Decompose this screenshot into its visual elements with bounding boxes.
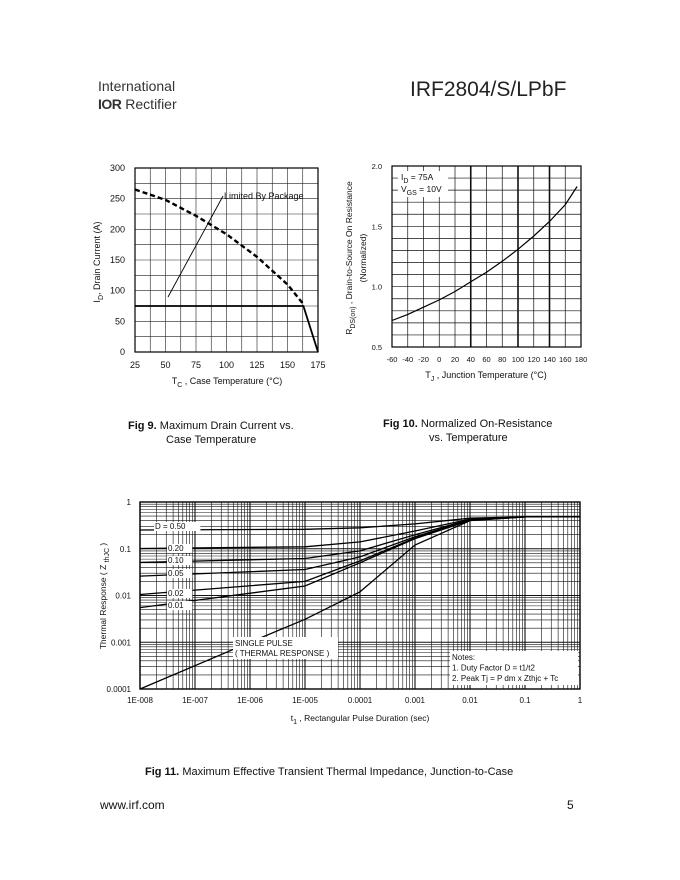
- fig11-xtick-label: 0.01: [462, 696, 478, 705]
- fig9-ytick-label: 50: [114, 316, 125, 327]
- fig10-xtick-label: 160: [558, 355, 572, 364]
- fig10-xtick-label: 20: [450, 355, 460, 364]
- page-number: 5: [567, 798, 574, 812]
- fig10-xtick-label: 100: [511, 355, 525, 364]
- fig9-ytick-label: 150: [109, 255, 125, 265]
- fig11-xtick-label: 1E-006: [237, 696, 263, 705]
- fig11-xtick-label: 1: [577, 696, 583, 705]
- fig11-xlabel: $t_1$ , Rectangular Pulse Duration (sec): [290, 713, 430, 726]
- fig9-xtick-label: 150: [279, 360, 296, 370]
- fig11-ytick-label: 0.1: [119, 544, 131, 554]
- fig10-xtick-label: -40: [402, 355, 414, 364]
- fig10-line1: Normalized On-Resistance: [420, 418, 553, 430]
- fig10-ytick-label: 2.0: [371, 162, 382, 171]
- fig9-annotation-leader: [168, 196, 223, 297]
- fig11-ytick-label: 1: [126, 498, 131, 507]
- fig9-xtick-label: 25: [129, 360, 141, 370]
- fig11-text: Maximum Effective Transient Thermal Impedance, Junction-to-Case: [182, 766, 514, 778]
- fig11-label: Fig 11.: [145, 766, 180, 778]
- fig10-xtick-label: -20: [418, 355, 429, 364]
- fig10-xtick-label: 40: [466, 355, 475, 364]
- fig11-series-label: 0.05: [168, 569, 184, 578]
- fig9-series-line-1: [135, 190, 303, 305]
- fig9-xtick-label: 50: [160, 360, 171, 370]
- fig9-ytick-label: 0: [119, 347, 125, 357]
- fig11-ylabel: Thermal Response ( Z $_{thJC}$ ): [98, 542, 111, 650]
- fig9-xtick-label: 75: [190, 360, 202, 370]
- fig10-legend-id: $I_D = 75A$: [401, 172, 434, 185]
- fig11-pulse-label-2: ( THERMAL RESPONSE ): [235, 649, 330, 658]
- fig10-xtick-label: 0: [437, 355, 442, 364]
- fig10-caption: [383, 417, 552, 445]
- fig11-caption: [145, 765, 513, 779]
- footer-url[interactable]: www.irf.com: [100, 798, 165, 812]
- fig9-xtick-label: 100: [218, 360, 235, 370]
- fig9-ytick-label: 100: [109, 285, 125, 296]
- fig11-ytick-label: 0.0001: [106, 685, 131, 694]
- fig9-ytick-label: 300: [109, 163, 125, 173]
- part-number: IRF2804/S/LPbF: [410, 78, 567, 101]
- fig11-xtick-label: 0.001: [404, 696, 426, 705]
- fig9-line2: Case Temperature: [166, 434, 257, 446]
- fig9-xtick-label: 125: [249, 360, 265, 370]
- fig9-annotation: Limited By Package: [224, 191, 304, 201]
- logo-mark: IOR: [98, 96, 122, 112]
- fig11-series-label: 0.01: [168, 601, 184, 610]
- fig11-ytick-label: 0.01: [115, 591, 131, 601]
- fig9-xlabel: $T_C$ , Case Temperature (°C): [171, 376, 283, 389]
- fig10-line2: vs. Temperature: [429, 432, 508, 444]
- fig11-series-label: 0.20: [168, 544, 184, 553]
- fig9-ytick-label: 200: [109, 224, 125, 235]
- logo-text-international: International: [98, 78, 176, 94]
- fig9-ylabel: $I_D$, Drain Current (A): [92, 221, 105, 303]
- fig10-ytick-label: 0.5: [371, 343, 382, 352]
- fig11-ytick-label: 0.001: [110, 638, 131, 648]
- fig11-note-line: Notes:: [452, 653, 476, 662]
- fig10-ytick-label: 1.5: [371, 222, 382, 232]
- fig10-label: Fig 10.: [383, 418, 418, 430]
- fig11-series-label: 0.02: [168, 589, 184, 598]
- fig9-caption: [128, 419, 294, 447]
- fig10-xlabel: $T_J$ , Junction Temperature (°C): [425, 370, 547, 383]
- fig11-pulse-label-1: SINGLE PULSE: [235, 639, 293, 648]
- fig10-xtick-label: 140: [543, 355, 556, 364]
- fig11-series-label: D = 0.50: [155, 522, 186, 531]
- fig9-line1: Maximum Drain Current vs.: [159, 420, 294, 432]
- fig9-ytick-label: 250: [109, 193, 125, 204]
- fig11-xtick-label: 1E-007: [182, 696, 208, 705]
- logo-word: Rectifier: [125, 96, 177, 112]
- fig11-note-line: 2. Peak Tj = P dm x Zthjc + Tc: [452, 674, 559, 683]
- fig11-xtick-label: 1E-008: [127, 696, 153, 705]
- fig10-xtick-label: 180: [574, 355, 588, 364]
- fig10-xtick-label: 120: [527, 355, 541, 364]
- fig10-xtick-label: 80: [498, 355, 507, 364]
- fig10-ylabel: $R_{DS(on)}$ , Drain-to-Source On Resistance: [344, 181, 357, 335]
- fig9-label: Fig 9.: [128, 420, 157, 432]
- fig9-xtick-label: 175: [310, 360, 326, 370]
- fig10-ytick-label: 1.0: [371, 282, 382, 292]
- fig11-xtick-label: 1E-005: [292, 696, 318, 705]
- fig11-xtick-label: 0.0001: [347, 696, 373, 705]
- fig10-legend-vgs: $V_{GS} = 10V$: [401, 184, 442, 197]
- fig10-ylabel-2: (Normalized): [358, 233, 368, 283]
- fig11-xtick-label: 0.1: [519, 696, 531, 705]
- fig11-note-line: 1. Duty Factor D = t1/t2: [452, 663, 535, 673]
- fig11-series-label: 0.10: [168, 556, 184, 565]
- fig10-xtick-label: 60: [482, 355, 491, 364]
- fig10-xtick-label: -60: [386, 355, 398, 364]
